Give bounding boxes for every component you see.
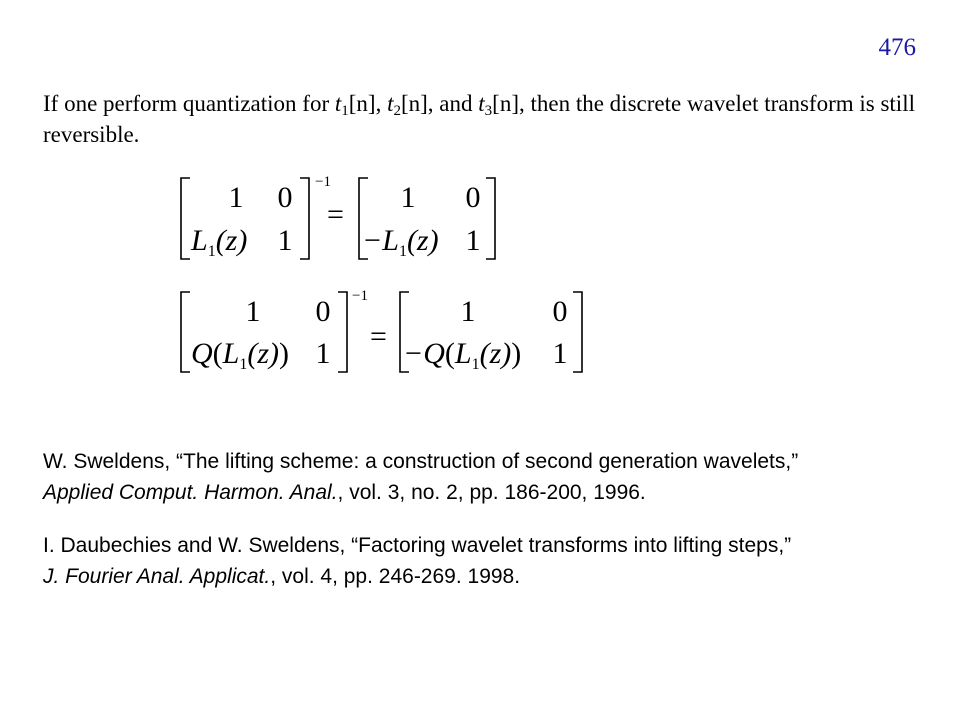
eq2-b11: 1 [460, 295, 476, 328]
eq1-a12: 0 [277, 181, 293, 214]
t2-base: t [387, 91, 394, 116]
reference-item [43, 530, 943, 592]
intro-lead: If one perform quantization for [43, 91, 335, 116]
equation-1 [181, 174, 495, 260]
eq2-a21-sub: 1 [239, 356, 248, 373]
reference-source [43, 477, 943, 508]
reference-authors-title: W. Sweldens, “The lifting scheme: a construction of second generation wavelets,” [43, 450, 799, 473]
eq2-b21-open: ( [444, 337, 455, 370]
eq2-equals: = [370, 320, 387, 353]
eq1-b11: 1 [400, 181, 416, 214]
eq2-b21-arg: (z) [479, 337, 512, 370]
eq2-a12: 0 [315, 295, 331, 328]
sep-1: , [375, 91, 388, 116]
eq2-a21 [191, 337, 289, 373]
eq1-a21-arg: (z) [215, 224, 248, 257]
eq2-b21-close: ) [511, 337, 522, 370]
eq1-lhs-right-bracket [300, 178, 309, 259]
eq2-b21-Q: −Q [403, 337, 445, 370]
intro-tail: , then the discrete wavelet transform is still reversible. [43, 91, 915, 147]
eq2-b21-sub: 1 [471, 356, 480, 373]
eq1-power: −1 [315, 174, 331, 190]
eq1-rhs-right-bracket [486, 178, 495, 259]
eq2-b22: 1 [552, 337, 568, 370]
eq2-rhs-right-bracket [573, 292, 582, 372]
eq2-a11: 1 [245, 295, 261, 328]
t2-subscript: 2 [393, 103, 401, 119]
reference-item [43, 446, 943, 508]
reference-journal: J. Fourier Anal. Applicat. [43, 565, 271, 588]
eq2-a22: 1 [315, 337, 331, 370]
eq2-a21-close: ) [279, 337, 290, 370]
eq2-b21-L: L [454, 337, 472, 370]
eq1-b22: 1 [465, 224, 481, 257]
eq2-b21 [403, 337, 521, 373]
eq1-b21-sub: 1 [398, 243, 407, 260]
t3-base: t [478, 91, 485, 116]
eq1-b21 [362, 224, 439, 260]
t1-base: t [334, 91, 342, 116]
t1-subscript: 1 [341, 103, 349, 119]
eq2-a21-open: ( [212, 337, 223, 370]
eq1-a21-L: L [191, 224, 208, 257]
references [43, 446, 943, 614]
reference-source [43, 561, 943, 592]
reference-journal: Applied Comput. Harmon. Anal. [43, 481, 338, 504]
eq1-b12: 0 [465, 181, 481, 214]
eq2-power: −1 [352, 288, 368, 304]
eq2-lhs-right-bracket [338, 292, 347, 372]
eq2-a21-L: L [222, 337, 240, 370]
t3-index: [n] [492, 91, 519, 116]
eq2-b12: 0 [552, 295, 568, 328]
reference-details: , vol. 3, no. 2, pp. 186-200, 1996. [337, 481, 646, 504]
eq1-equals: = [327, 198, 344, 231]
sep-2: , and [427, 91, 479, 116]
eq1-a21 [190, 224, 247, 260]
eq1-b21-arg: (z) [406, 224, 439, 257]
eq1-lhs-left-bracket [181, 178, 190, 259]
eq2-a21-Q: Q [191, 337, 213, 370]
reference-details: , vol. 4, pp. 246-269. 1998. [270, 565, 521, 588]
equation-2 [181, 288, 582, 373]
eq2-a21-arg: (z) [247, 337, 280, 370]
eq1-b21-L: −L [362, 224, 399, 257]
eq1-a21-sub: 1 [207, 243, 216, 260]
eq2-lhs-left-bracket [181, 292, 190, 372]
reference-authors-title: I. Daubechies and W. Sweldens, “Factoring wavelet transforms into lifting steps,” [43, 534, 792, 557]
t2-index: [n] [400, 91, 428, 116]
eq1-a22: 1 [277, 224, 293, 257]
t3-subscript: 3 [484, 103, 493, 119]
page-number: 476 [878, 34, 916, 61]
t1-index: [n] [348, 91, 376, 116]
eq1-a11: 1 [228, 181, 244, 214]
